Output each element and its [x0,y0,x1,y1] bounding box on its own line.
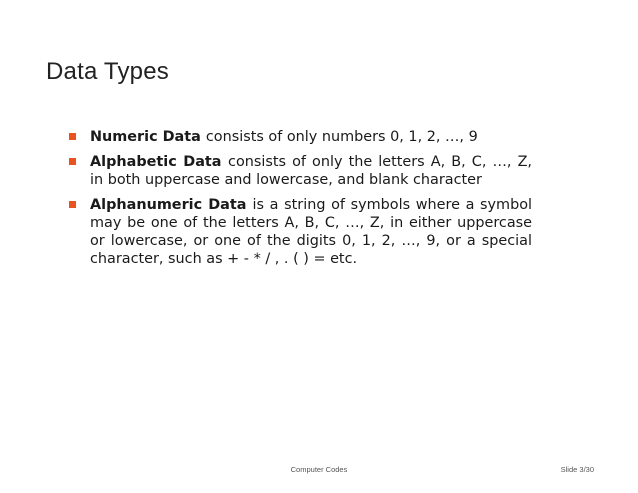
bullet-item-numeric [66,128,532,146]
bullet-item-alphabetic [66,153,532,189]
bullet-term: Numeric Data [90,129,206,145]
square-bullet-icon [69,133,76,140]
bullet-text: is a string of symbols where a symbol may be one of the letters A, B, C, …, Z, in either uppercase or lowercase, or one of the digits 0, 1, 2, …, 9, or a special character, such as + - * / , . ( ) = etc. [90,197,533,267]
square-bullet-icon [69,158,76,165]
bullet-text: consists of only numbers 0, 1, 2, …, 9 [205,129,478,145]
bullet-term: Alphabetic Data [90,154,229,170]
bullet-item-alphanumeric [66,196,532,268]
footer-title: Computer Codes [290,465,348,474]
slide-number: Slide 3/30 [560,465,594,474]
bullet-list [66,128,532,275]
slide-title: Data Types [46,58,169,85]
bullet-text: consists of only the letters A, B, C, …, Z, in both uppercase and lowercase, and blank character [90,154,533,188]
square-bullet-icon [69,201,76,208]
bullet-term: Alphanumeric Data [90,197,253,213]
